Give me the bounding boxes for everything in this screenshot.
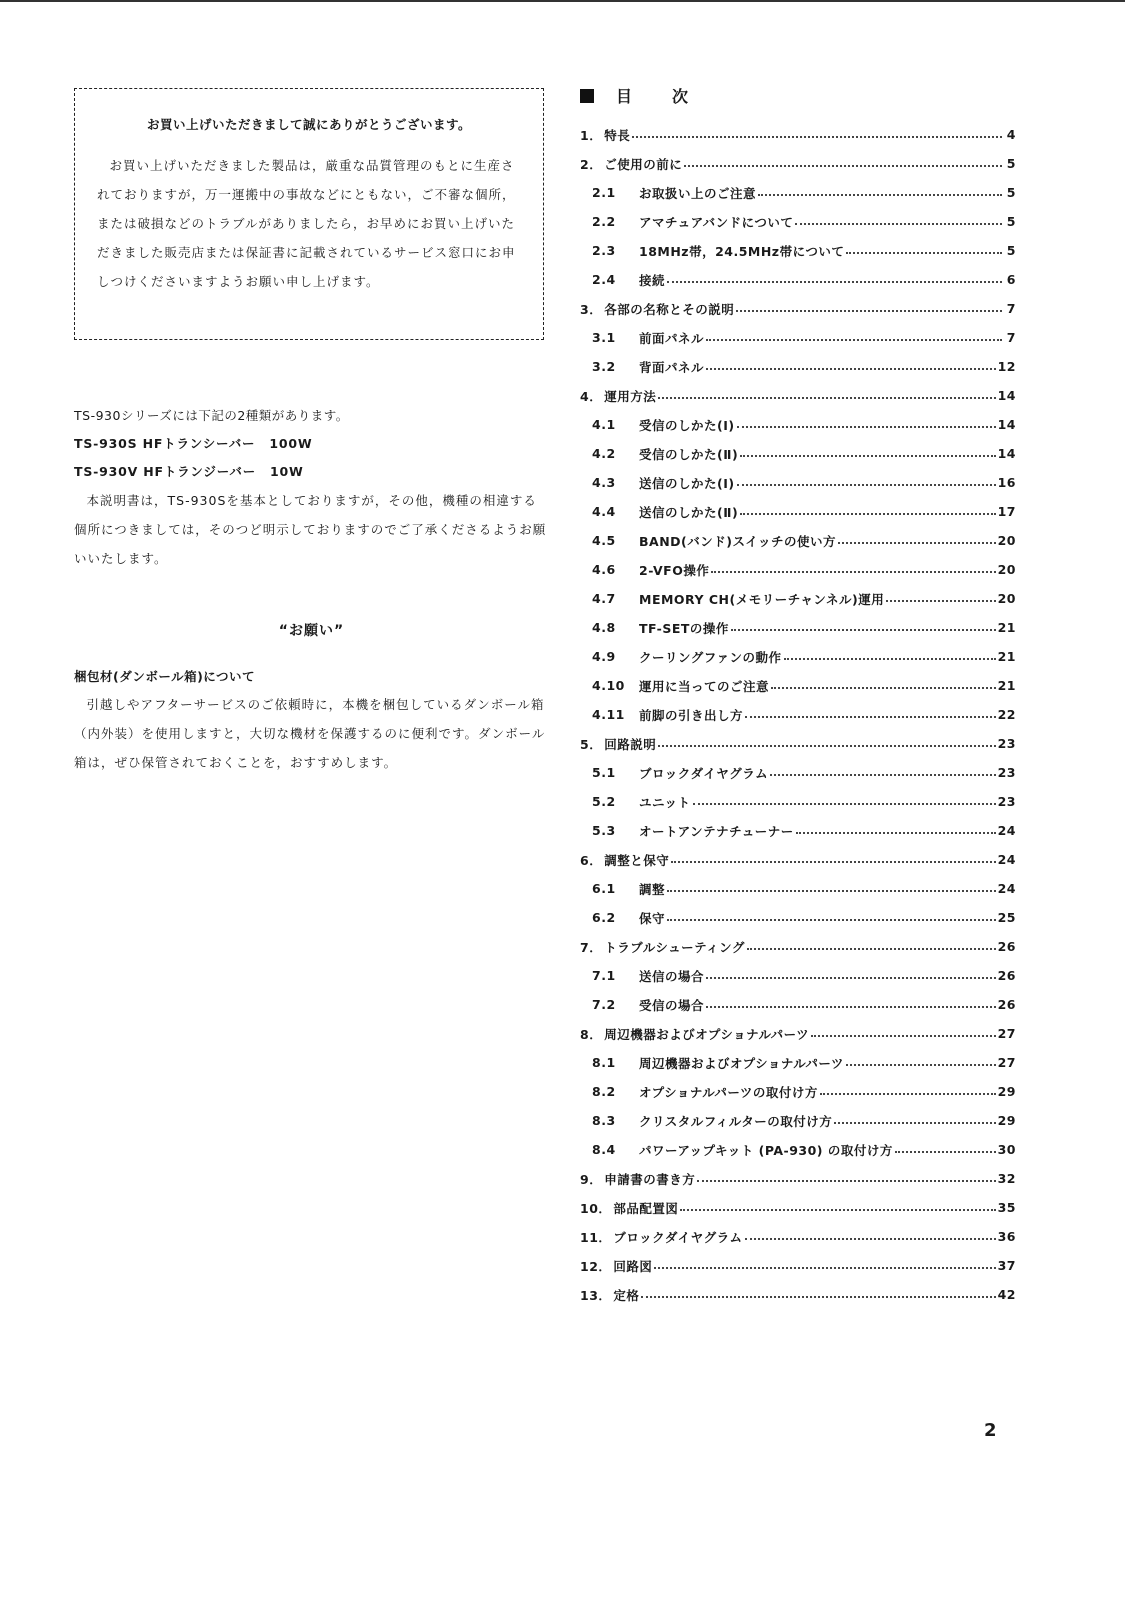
toc-entry-number: 8.4 bbox=[592, 1142, 616, 1157]
toc-entry-label: ブロックダイヤグラム bbox=[639, 765, 769, 781]
toc-entry-label: アマチュアバンドについて bbox=[639, 214, 794, 230]
toc-entry-number: 9． bbox=[580, 1171, 603, 1187]
toc-entry-label: 保守 bbox=[639, 910, 666, 926]
toc-entry-label: ユニット bbox=[639, 794, 691, 810]
toc-entry-number: 5.1 bbox=[592, 765, 616, 780]
toc-entry bbox=[580, 468, 1016, 497]
toc-entry-label: 運用に当ってのご注意 bbox=[639, 678, 770, 694]
toc-leader-dots bbox=[811, 1035, 996, 1037]
toc-leader-dots bbox=[770, 774, 995, 776]
toc-entry bbox=[580, 584, 1016, 613]
toc-entry-label: 受信のしかた(Ⅰ) bbox=[639, 417, 735, 433]
toc-entry-number: 4.6 bbox=[592, 562, 616, 577]
toc-entry-page: 7 bbox=[1006, 301, 1016, 316]
toc-entry-label: 周辺機器およびオプショナルパーツ bbox=[639, 1055, 844, 1071]
toc-entry-page: 12 bbox=[997, 359, 1016, 374]
toc-entry-number: 10． bbox=[580, 1200, 612, 1216]
toc-entry-number: 4.2 bbox=[592, 446, 616, 461]
toc-entry-label: トラブルシューティング bbox=[604, 939, 745, 955]
toc-entry bbox=[580, 903, 1016, 932]
toc-entry-page: 23 bbox=[997, 794, 1016, 809]
toc-entry bbox=[580, 265, 1016, 294]
toc-leader-dots bbox=[740, 513, 995, 515]
toc-entry-label: パワーアップキット (PA-930) の取付け方 bbox=[639, 1142, 893, 1158]
toc-leader-dots bbox=[658, 397, 995, 399]
toc-entry-page: 26 bbox=[997, 939, 1016, 954]
toc-entry bbox=[580, 845, 1016, 874]
model-power: 10W bbox=[270, 464, 304, 479]
toc-entry-label: クーリングファンの動作 bbox=[639, 649, 782, 665]
toc-entry bbox=[580, 410, 1016, 439]
toc-entry-number: 4.10 bbox=[592, 678, 625, 693]
toc-entry-page: 29 bbox=[997, 1084, 1016, 1099]
toc-leader-dots bbox=[758, 194, 1002, 196]
toc-entry-label: 回路説明 bbox=[604, 736, 657, 752]
toc-entry-label: ご使用の前に bbox=[604, 156, 683, 172]
toc-entry-number: 3． bbox=[580, 301, 603, 317]
series-section bbox=[74, 402, 549, 573]
toc-entry-number: 4.1 bbox=[592, 417, 616, 432]
toc-entry bbox=[580, 497, 1016, 526]
toc-leader-dots bbox=[795, 223, 1002, 225]
toc-leader-dots bbox=[747, 948, 996, 950]
toc-leader-dots bbox=[784, 658, 996, 660]
toc-entry bbox=[580, 439, 1016, 468]
toc-entry-page: 23 bbox=[997, 765, 1016, 780]
toc-entry bbox=[580, 1135, 1016, 1164]
toc-entry bbox=[580, 1019, 1016, 1048]
toc-entry-number: 2.4 bbox=[592, 272, 616, 287]
toc-entry bbox=[580, 961, 1016, 990]
toc-entry bbox=[580, 207, 1016, 236]
toc-entry-number: 5.2 bbox=[592, 794, 616, 809]
toc-entry-number: 8.2 bbox=[592, 1084, 616, 1099]
toc-leader-dots bbox=[632, 136, 1002, 138]
toc-leader-dots bbox=[886, 600, 995, 602]
toc-entry-label: TF-SETの操作 bbox=[639, 620, 729, 636]
toc-leader-dots bbox=[737, 484, 996, 486]
toc-entry bbox=[580, 352, 1016, 381]
toc-entry bbox=[580, 1164, 1016, 1193]
model-power: 100W bbox=[269, 436, 313, 451]
toc-leader-dots bbox=[706, 977, 996, 979]
toc-entry-page: 6 bbox=[1006, 272, 1016, 287]
toc-leader-dots bbox=[745, 1238, 996, 1240]
toc-entry bbox=[580, 990, 1016, 1019]
toc-entry bbox=[580, 758, 1016, 787]
toc-heading-text: 目次 bbox=[616, 87, 729, 106]
toc-entry-page: 14 bbox=[997, 417, 1016, 432]
toc-entry-number: 6． bbox=[580, 852, 603, 868]
toc-entry-label: 申請書の書き方 bbox=[604, 1171, 696, 1187]
toc-entry bbox=[580, 1048, 1016, 1077]
toc-entry-number: 2． bbox=[580, 156, 603, 172]
toc-entry-page: 24 bbox=[997, 823, 1016, 838]
toc-entry bbox=[580, 642, 1016, 671]
toc-entry-page: 14 bbox=[997, 388, 1016, 403]
toc-entry-number: 12． bbox=[580, 1258, 612, 1274]
toc-leader-dots bbox=[834, 1122, 995, 1124]
toc-leader-dots bbox=[667, 919, 996, 921]
toc-leader-dots bbox=[745, 716, 996, 718]
model-line bbox=[74, 458, 549, 486]
toc-entry-page: 30 bbox=[997, 1142, 1016, 1157]
toc-entry-page: 17 bbox=[997, 504, 1016, 519]
toc-leader-dots bbox=[697, 1180, 995, 1182]
toc-entry-number: 4.4 bbox=[592, 504, 616, 519]
toc-leader-dots bbox=[684, 165, 1002, 167]
toc-entry-label: 部品配置図 bbox=[613, 1200, 679, 1216]
toc-entry-number: 8.1 bbox=[592, 1055, 616, 1070]
toc-entry-label: MEMORY CH(メモリーチャンネル)運用 bbox=[639, 591, 885, 607]
toc-entry-page: 21 bbox=[997, 620, 1016, 635]
table-of-contents bbox=[580, 120, 1016, 1309]
toc-heading bbox=[580, 84, 728, 107]
toc-entry bbox=[580, 555, 1016, 584]
toc-entry bbox=[580, 236, 1016, 265]
toc-entry-label: 前脚の引き出し方 bbox=[639, 707, 744, 723]
toc-entry-page: 5 bbox=[1006, 156, 1016, 171]
toc-leader-dots bbox=[680, 1209, 995, 1211]
model-name: TS-930V HFトランジーバー bbox=[74, 464, 256, 479]
toc-entry bbox=[580, 1106, 1016, 1135]
toc-entry-number: 4.3 bbox=[592, 475, 616, 490]
toc-entry-number: 2.2 bbox=[592, 214, 616, 229]
toc-entry-label: オプショナルパーツの取付け方 bbox=[639, 1084, 818, 1100]
toc-entry bbox=[580, 1251, 1016, 1280]
toc-entry bbox=[580, 932, 1016, 961]
request-body: 引越しやアフターサービスのご依頼時に，本機を梱包しているダンボール箱（内外装）を使用しますと，大切な機材を保護するのに便利です。ダンボール箱は，ぜひ保管されておくことを，おすすめします。 bbox=[74, 697, 546, 770]
notice-title: お買い上げいただきまして誠にありがとうございます。 bbox=[146, 117, 471, 132]
toc-entry-label: 2-VFO操作 bbox=[639, 562, 710, 578]
toc-entry bbox=[580, 149, 1016, 178]
toc-leader-dots bbox=[654, 1267, 995, 1269]
request-title: “お願い” bbox=[278, 623, 345, 639]
toc-entry-number: 4.5 bbox=[592, 533, 616, 548]
toc-leader-dots bbox=[711, 571, 995, 573]
toc-leader-dots bbox=[846, 252, 1002, 254]
toc-entry bbox=[580, 526, 1016, 555]
toc-entry-number: 4.11 bbox=[592, 707, 625, 722]
request-section bbox=[74, 664, 549, 777]
toc-entry-number: 3.2 bbox=[592, 359, 616, 374]
toc-entry-number: 7.2 bbox=[592, 997, 616, 1012]
toc-entry-label: 定格 bbox=[613, 1287, 640, 1303]
toc-entry-label: クリスタルフィルターの取付け方 bbox=[639, 1113, 833, 1129]
series-note: 本説明書は，TS-930Sを基本としておりますが，その他，機種の相違する個所につきましては，そのつど明示しておりますのでご了承くださるようお願いいたします。 bbox=[74, 493, 547, 566]
toc-entry-page: 21 bbox=[997, 649, 1016, 664]
toc-entry-number: 5.3 bbox=[592, 823, 616, 838]
toc-entry-page: 20 bbox=[997, 591, 1016, 606]
toc-leader-dots bbox=[706, 368, 996, 370]
toc-leader-dots bbox=[736, 310, 1002, 312]
toc-entry-number: 3.1 bbox=[592, 330, 616, 345]
toc-entry-label: 18MHz帯，24.5MHz帯について bbox=[639, 243, 845, 259]
toc-entry-number: 13． bbox=[580, 1287, 612, 1303]
toc-entry-page: 5 bbox=[1006, 214, 1016, 229]
toc-entry-page: 5 bbox=[1006, 185, 1016, 200]
toc-entry-page: 7 bbox=[1006, 330, 1016, 345]
toc-leader-dots bbox=[706, 339, 1002, 341]
toc-entry-label: 特長 bbox=[604, 127, 631, 143]
toc-leader-dots bbox=[706, 1006, 996, 1008]
toc-entry-label: 各部の名称とその説明 bbox=[604, 301, 735, 317]
toc-entry-label: 周辺機器およびオプショナルパーツ bbox=[604, 1026, 810, 1042]
request-subtitle: 梱包材(ダンボール箱)について bbox=[74, 669, 256, 684]
toc-entry-label: オートアンテナチューナー bbox=[639, 823, 794, 839]
toc-leader-dots bbox=[731, 629, 996, 631]
toc-entry-label: 送信のしかた(Ⅱ) bbox=[639, 504, 739, 520]
toc-leader-dots bbox=[796, 832, 996, 834]
toc-entry-page: 26 bbox=[997, 997, 1016, 1012]
toc-entry bbox=[580, 729, 1016, 758]
toc-entry-page: 26 bbox=[997, 968, 1016, 983]
toc-entry-label: 調整 bbox=[639, 881, 666, 897]
square-bullet-icon bbox=[580, 89, 594, 103]
toc-leader-dots bbox=[740, 455, 995, 457]
toc-entry-number: 6.2 bbox=[592, 910, 616, 925]
toc-entry-page: 25 bbox=[997, 910, 1016, 925]
toc-entry-page: 27 bbox=[997, 1026, 1016, 1041]
notice-box bbox=[74, 88, 544, 340]
toc-leader-dots bbox=[667, 281, 1002, 283]
toc-entry-number: 4.8 bbox=[592, 620, 616, 635]
page-number: 2 bbox=[984, 1420, 997, 1441]
toc-entry bbox=[580, 671, 1016, 700]
toc-leader-dots bbox=[641, 1296, 995, 1298]
toc-entry-page: 24 bbox=[997, 852, 1016, 867]
toc-entry bbox=[580, 787, 1016, 816]
toc-entry-number: 1． bbox=[580, 127, 603, 143]
toc-entry-page: 20 bbox=[997, 562, 1016, 577]
toc-leader-dots bbox=[846, 1064, 996, 1066]
toc-entry bbox=[580, 816, 1016, 845]
series-intro: TS-930シリーズには下記の2種類があります。 bbox=[74, 408, 349, 423]
toc-entry-page: 32 bbox=[997, 1171, 1016, 1186]
toc-leader-dots bbox=[671, 861, 995, 863]
toc-entry-page: 42 bbox=[997, 1287, 1016, 1302]
notice-body: お買い上げいただきました製品は，厳重な品質管理のもとに生産されておりますが，万一運搬中の事故などにともない，ご不審な個所，または破損などのトラブルがありましたら，お早めにお買い上げいただきました販売店または保証書に記載されているサービス窓口にお申しつけくださいますようお願い申し上げます。 bbox=[97, 158, 516, 289]
toc-leader-dots bbox=[838, 542, 996, 544]
toc-entry bbox=[580, 1193, 1016, 1222]
toc-entry bbox=[580, 294, 1016, 323]
toc-entry-number: 2.1 bbox=[592, 185, 616, 200]
toc-leader-dots bbox=[737, 426, 996, 428]
toc-entry-number: 4.9 bbox=[592, 649, 616, 664]
toc-entry-number: 8． bbox=[580, 1026, 603, 1042]
toc-entry-label: 受信の場合 bbox=[639, 997, 705, 1013]
toc-entry bbox=[580, 178, 1016, 207]
toc-entry-label: BAND(バンド)スイッチの使い方 bbox=[639, 533, 836, 549]
toc-entry-number: 4． bbox=[580, 388, 603, 404]
toc-entry-number: 8.3 bbox=[592, 1113, 616, 1128]
toc-entry-page: 21 bbox=[997, 678, 1016, 693]
toc-entry bbox=[580, 120, 1016, 149]
toc-entry-page: 37 bbox=[997, 1258, 1016, 1273]
toc-entry-label: 受信のしかた(Ⅱ) bbox=[639, 446, 739, 462]
toc-entry-page: 14 bbox=[997, 446, 1016, 461]
toc-entry-number: 11． bbox=[580, 1229, 612, 1245]
toc-entry-page: 27 bbox=[997, 1055, 1016, 1070]
toc-leader-dots bbox=[771, 687, 996, 689]
toc-entry-page: 23 bbox=[997, 736, 1016, 751]
toc-entry-page: 36 bbox=[997, 1229, 1016, 1244]
toc-leader-dots bbox=[820, 1093, 996, 1095]
toc-entry-number: 6.1 bbox=[592, 881, 616, 896]
toc-entry bbox=[580, 1280, 1016, 1309]
toc-leader-dots bbox=[895, 1151, 996, 1153]
toc-entry bbox=[580, 1222, 1016, 1251]
toc-entry bbox=[580, 323, 1016, 352]
model-line bbox=[74, 430, 549, 458]
toc-leader-dots bbox=[658, 745, 995, 747]
toc-entry-number: 7． bbox=[580, 939, 603, 955]
top-rule bbox=[0, 0, 1125, 2]
toc-entry-page: 35 bbox=[997, 1200, 1016, 1215]
toc-entry bbox=[580, 1077, 1016, 1106]
toc-leader-dots bbox=[667, 890, 996, 892]
toc-entry-page: 20 bbox=[997, 533, 1016, 548]
toc-entry-number: 2.3 bbox=[592, 243, 616, 258]
toc-entry-label: 接続 bbox=[639, 272, 666, 288]
model-name: TS-930S HFトランシーバー bbox=[74, 436, 256, 451]
toc-entry-label: 送信の場合 bbox=[639, 968, 705, 984]
toc-entry-label: ブロックダイヤグラム bbox=[613, 1229, 743, 1245]
toc-entry bbox=[580, 874, 1016, 903]
toc-entry-page: 5 bbox=[1006, 243, 1016, 258]
toc-entry-page: 22 bbox=[997, 707, 1016, 722]
toc-entry-page: 29 bbox=[997, 1113, 1016, 1128]
toc-entry-label: 運用方法 bbox=[604, 388, 657, 404]
toc-entry bbox=[580, 381, 1016, 410]
toc-leader-dots bbox=[693, 803, 996, 805]
toc-entry-label: 回路図 bbox=[613, 1258, 653, 1274]
toc-entry-label: 背面パネル bbox=[639, 359, 705, 375]
toc-entry-label: 前面パネル bbox=[639, 330, 705, 346]
toc-entry-label: お取扱い上のご注意 bbox=[639, 185, 757, 201]
toc-entry-label: 調整と保守 bbox=[604, 852, 670, 868]
toc-entry-page: 4 bbox=[1006, 127, 1016, 142]
toc-entry-number: 7.1 bbox=[592, 968, 616, 983]
toc-entry bbox=[580, 613, 1016, 642]
toc-entry-number: 5． bbox=[580, 736, 603, 752]
toc-entry-number: 4.7 bbox=[592, 591, 616, 606]
toc-entry-page: 16 bbox=[997, 475, 1016, 490]
toc-entry bbox=[580, 700, 1016, 729]
toc-entry-page: 24 bbox=[997, 881, 1016, 896]
toc-entry-label: 送信のしかた(Ⅰ) bbox=[639, 475, 735, 491]
